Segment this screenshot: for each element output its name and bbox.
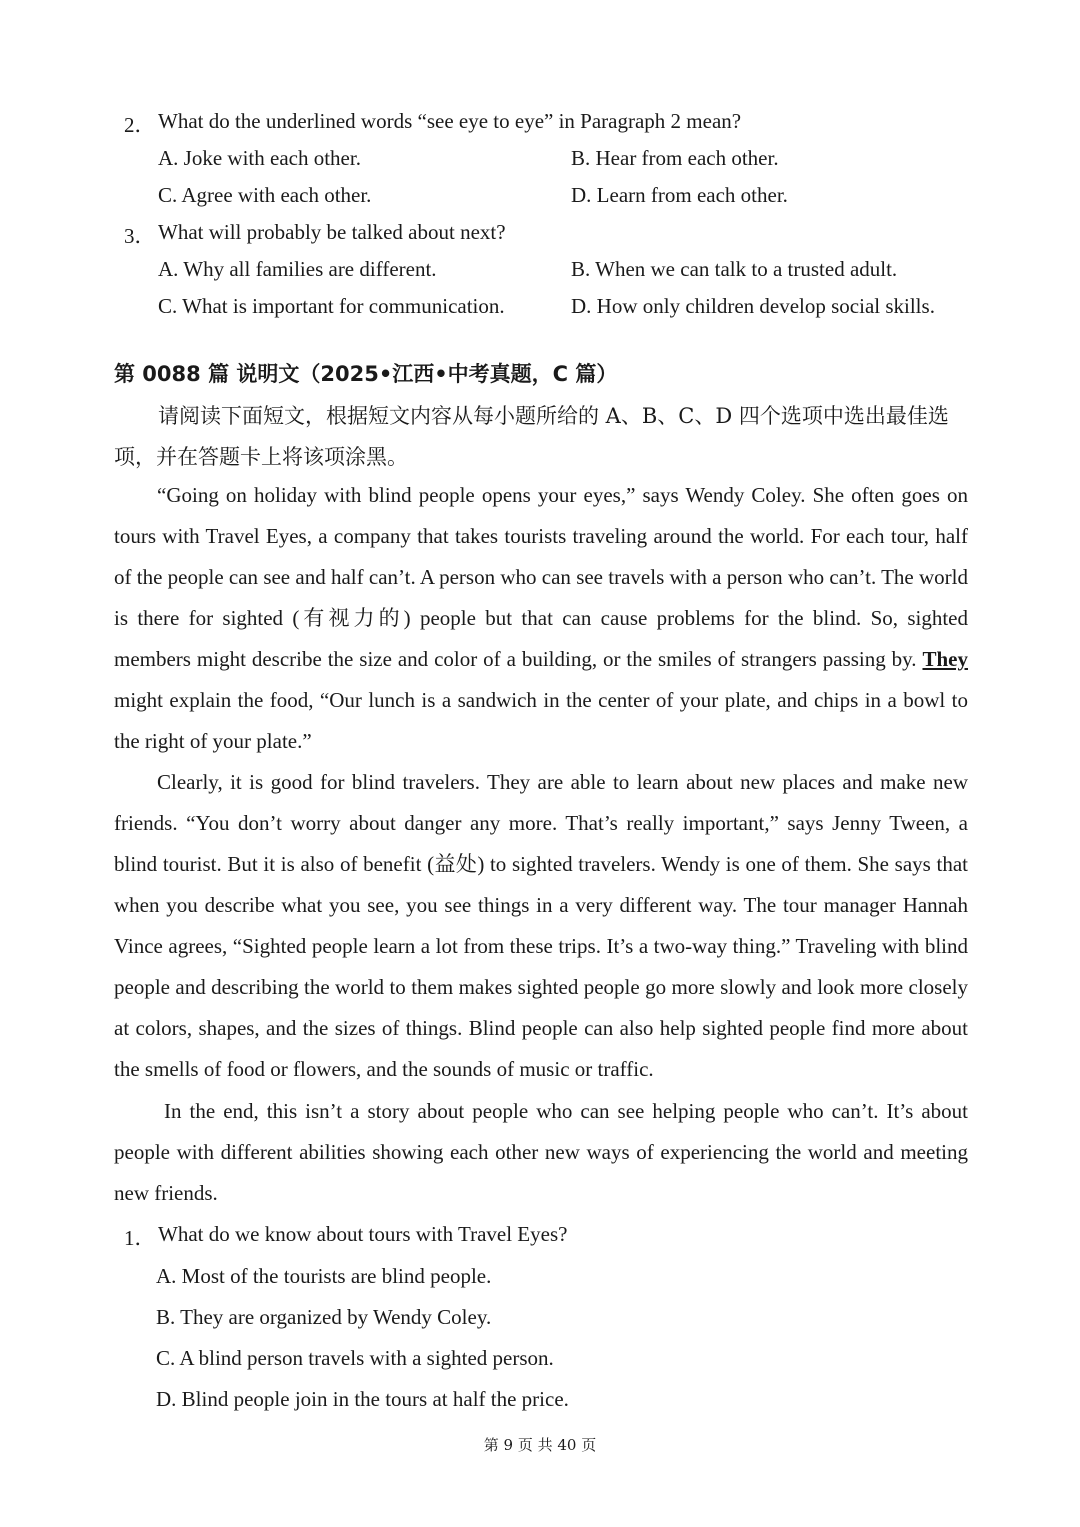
option-b: B. Hear from each other. [571, 146, 779, 170]
question-stem: What do we know about tours with Travel Eyes? [158, 1222, 568, 1246]
option-d: D. Learn from each other. [571, 183, 788, 207]
paragraph-text: “Going on holiday with blind people opens your eyes,” says Wendy Coley. She often goes on tours with Travel Eyes, a company that takes tourists traveling around the world. For each tour, half of the people can see and half can’t. A person who can see travels with a person who can’t. The world is there for sighted (有视力的) people but that can cause problems for the blind. So, sighted members might describe the size and color of a building, or the smiles of strangers passing by. [114, 483, 968, 671]
option-d: D. Blind people join in the tours at half the price. [156, 1387, 569, 1411]
option-a: A. Joke with each other. [158, 146, 361, 170]
section-heading: 第 0088 篇 说明文（2025•江西•中考真题，C 篇） [114, 362, 618, 386]
paragraph-text: might explain the food, “Our lunch is a sandwich in the center of your plate, and chips in a bowl to the right of your plate.” [114, 688, 968, 753]
option-d: D. How only children develop social skills. [571, 294, 935, 318]
option-a: A. Most of the tourists are blind people. [156, 1264, 492, 1288]
question-number: 1． [124, 1226, 156, 1250]
passage-paragraph-3: In the end, this isn’t a story about people who can see helping people who can’t. It’s about people with different abilities showing each other new ways of experiencing the world and meeting new friends. [114, 1099, 968, 1205]
page-footer: 第 9 页 共 40 页 [483, 1436, 597, 1454]
option-c: C. What is important for communication. [158, 294, 505, 318]
option-b: B. When we can talk to a trusted adult. [571, 257, 898, 281]
instruction-line-2: 项，并在答题卡上将该项涂黑。 [114, 445, 408, 469]
instruction-line-1: 请阅读下面短文，根据短文内容从每小题所给的 A、B、C、D 四个选项中选出最佳选 [158, 404, 949, 428]
option-a: A. Why all families are different. [158, 257, 437, 281]
option-c: C. A blind person travels with a sighted person. [156, 1346, 554, 1370]
question-number: 2． [124, 113, 156, 137]
underlined-word: They [922, 647, 968, 671]
option-c: C. Agree with each other. [158, 183, 372, 207]
question-stem: What do the underlined words “see eye to eye” in Paragraph 2 mean? [158, 109, 742, 133]
option-b: B. They are organized by Wendy Coley. [156, 1305, 492, 1329]
question-stem: What will probably be talked about next? [158, 220, 506, 244]
passage-paragraph-2: Clearly, it is good for blind travelers. They are able to learn about new places and make new friends. “You don’t worry about danger any more. That’s really important,” says Jenny Tween, a blind tourist. But it is also of benefit (益处) to sighted travelers. Wendy is one of them. She says that when you describe what you see, you see things in a very different way. The tour manager Hannah Vince agrees, “Sighted people learn a lot from these trips. It’s a two-way thing.” Traveling with blind people and describing the world to them makes sighted people go more slowly and look more closely at colors, shapes, and the sizes of things. Blind people can also help sighted people find more about the smells of food or flowers, and the sounds of music or traffic. [114, 770, 968, 1081]
question-number: 3． [124, 224, 156, 248]
passage-paragraph-1 [114, 475, 968, 762]
